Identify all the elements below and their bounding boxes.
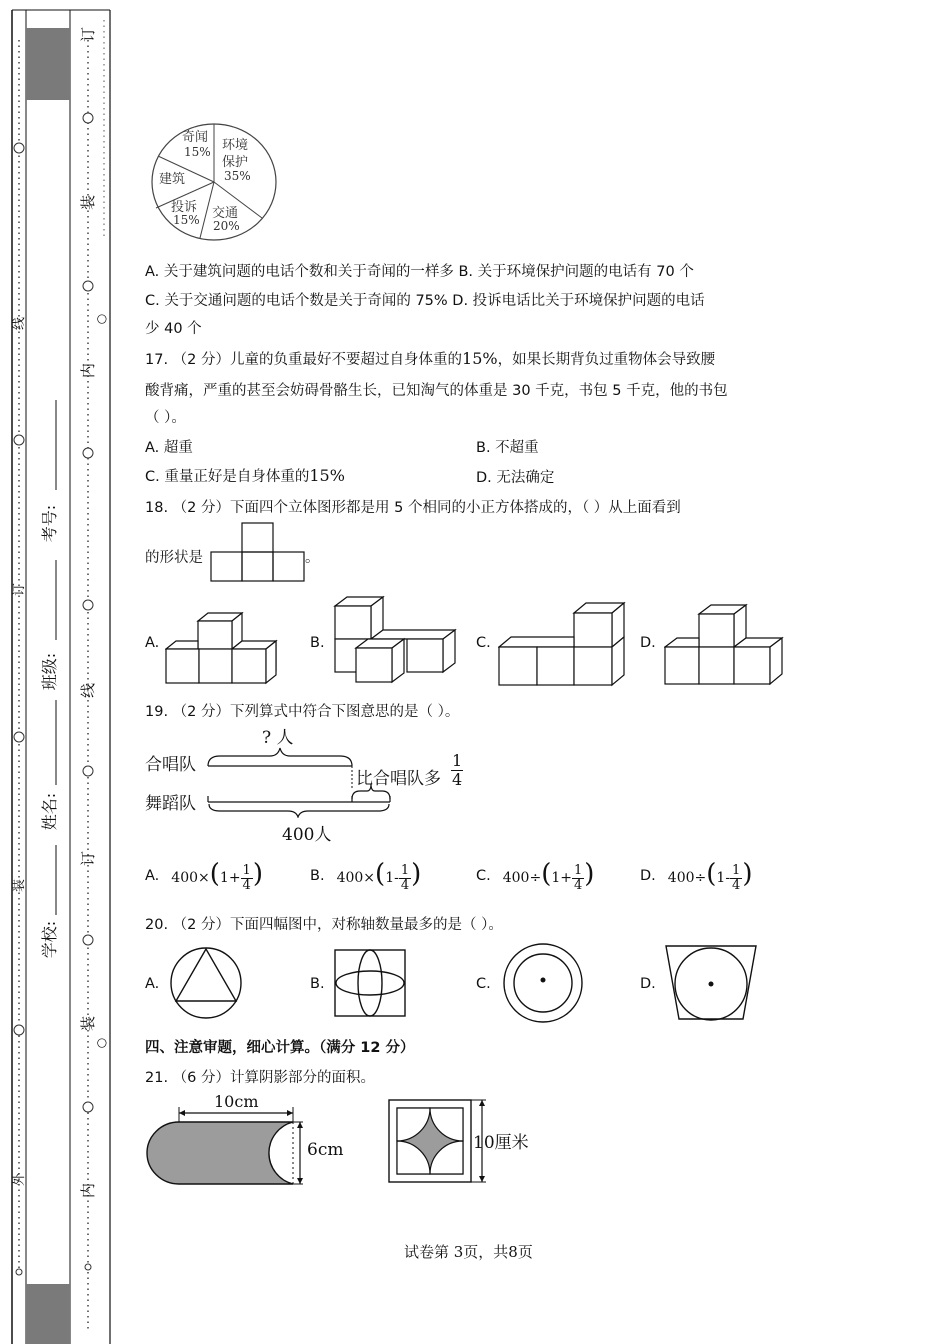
q20-option-b-label: B. — [310, 976, 325, 992]
q18-option-a-figure — [165, 612, 290, 690]
binding-gray-bottom — [26, 1284, 70, 1344]
top-view-figure — [210, 522, 306, 582]
q20-option-a-figure — [168, 945, 244, 1021]
section-4-heading: 四、注意审题，细心计算。（满分 12 分） — [145, 1040, 415, 1056]
q18-line2a: 的形状是 — [145, 550, 203, 566]
q18-line2b: 。 — [305, 550, 320, 566]
binding-mark: 订 — [79, 850, 98, 867]
pie-pct-huanjing: 35% — [224, 169, 251, 183]
q18-option-c-label: C. — [476, 635, 491, 651]
binding-gray-top — [26, 28, 70, 100]
q20-line1: 20. （2 分）下面四幅图中，对称轴数量最多的是（ ）。 — [145, 917, 503, 933]
q19-total-label: 400人 — [282, 825, 332, 845]
page-footer: 试卷第 3页，共8页 — [404, 1243, 533, 1261]
q17-line1: 17. （2 分）儿童的负重最好不要超过自身体重的15%，如果长期背负过重物体会导致腰 — [145, 349, 716, 368]
q19-more-label: 比合唱队多 — [356, 769, 441, 789]
binding-mark: 线 — [79, 682, 98, 699]
class-label: 班级: — [40, 652, 60, 691]
binding-mark: ○ — [94, 313, 109, 325]
q18-option-b-figure — [330, 594, 458, 688]
q19-line1: 19. （2 分）下列算式中符合下图意思的是（ ）。 — [145, 704, 460, 720]
q19-bottom-brace — [208, 802, 392, 818]
q21-figure-1 — [145, 1102, 305, 1188]
q20-option-d-figure — [664, 944, 760, 1022]
q17-option-a: A. 超重 — [145, 440, 193, 456]
q17-option-b: B. 不超重 — [476, 440, 539, 456]
pie-label-jianzhu: 建筑 — [159, 172, 186, 187]
exam-number-label: 考号: — [40, 504, 60, 543]
q19-option-d: D. 400÷(1- $\frac{1}{4}$ ) — [640, 859, 753, 893]
q18-option-d-label: D. — [640, 635, 656, 651]
q20-option-a-label: A. — [145, 976, 160, 992]
pie-pct-tousu: 15% — [173, 213, 200, 227]
pie-label-qiwen: 奇闻 — [182, 130, 209, 145]
pie-label-tousu: 投诉 — [171, 200, 198, 215]
binding-mark: 内 — [79, 1182, 98, 1199]
q21-height-label: 6cm — [307, 1140, 344, 1160]
pie-label-jiaotong: 交通 — [212, 206, 239, 221]
binding-mark: 内 — [79, 362, 98, 379]
binding-mark: ○ — [94, 1037, 109, 1049]
q20-option-c-figure — [501, 942, 585, 1024]
q21-line1: 21. （6 分）计算阴影部分的面积。 — [145, 1070, 376, 1086]
binding-margin — [0, 0, 120, 1344]
q16-line3: 少 40 个 — [145, 321, 202, 337]
q19-dance-label: 舞蹈队 — [145, 794, 196, 814]
q19-option-a: A. 400×(1+ $\frac{1}{4}$ ) — [145, 859, 263, 893]
binding-mark: 装 — [12, 878, 28, 893]
q19-fraction: 1 4 — [452, 751, 463, 789]
binding-mark: 订 — [12, 582, 28, 597]
q19-chorus-label: 合唱队 — [145, 755, 196, 775]
pie-pct-jiaotong: 20% — [213, 219, 240, 233]
q17-option-d: D. 无法确定 — [476, 470, 555, 486]
q19-option-c: C. 400÷(1+ $\frac{1}{4}$ ) — [476, 859, 595, 893]
q17-option-c: C. 重量正好是自身体重的15% — [145, 466, 345, 485]
binding-mark: 外 — [12, 1172, 28, 1187]
q18-option-b-label: B. — [310, 635, 325, 651]
q18-option-c-figure — [498, 600, 628, 688]
q18-option-a-label: A. — [145, 635, 160, 651]
name-label: 姓名: — [40, 792, 60, 831]
q19-option-b: B. 400×(1- $\frac{1}{4}$ ) — [310, 859, 422, 893]
q20-option-c-label: C. — [476, 976, 491, 992]
binding-mark: 订 — [79, 26, 98, 43]
q17-line3: （ ）。 — [145, 410, 186, 426]
pie-label-huanjing: 环境 — [222, 138, 249, 153]
q19-unknown-people: ? 人 — [262, 728, 294, 748]
q17-line2: 酸背痛，严重的甚至会妨碍骨骼生长，已知淘气的体重是 30 千克，书包 5 千克，他的书包 — [145, 383, 728, 399]
q18-line1: 18. （2 分）下面四个立体图形都是用 5 个相同的小正方体搭成的，（ ）从上面看到 — [145, 500, 681, 516]
q16-line1: A. 关于建筑问题的电话个数和关于奇闻的一样多 B. 关于环境保护问题的电话有 70 个 — [145, 264, 694, 280]
q20-option-b-figure — [333, 948, 409, 1020]
pie-pct-qiwen: 15% — [184, 145, 211, 159]
binding-mark: 装 — [79, 194, 98, 211]
q20-option-d-label: D. — [640, 976, 656, 992]
q21-width-label: 10cm — [214, 1092, 259, 1111]
school-label: 学校: — [40, 920, 60, 959]
q21-square-label: 10厘米 — [473, 1133, 529, 1153]
q16-line2: C. 关于交通问题的电话个数是关于奇闻的 75% D. 投诉电话比关于环境保护问题的电话 — [145, 293, 705, 309]
binding-mark: 装 — [79, 1015, 98, 1032]
pie-label-baohu: 保护 — [222, 155, 249, 170]
binding-mark: 线 — [12, 316, 28, 331]
q18-option-d-figure — [664, 602, 788, 688]
